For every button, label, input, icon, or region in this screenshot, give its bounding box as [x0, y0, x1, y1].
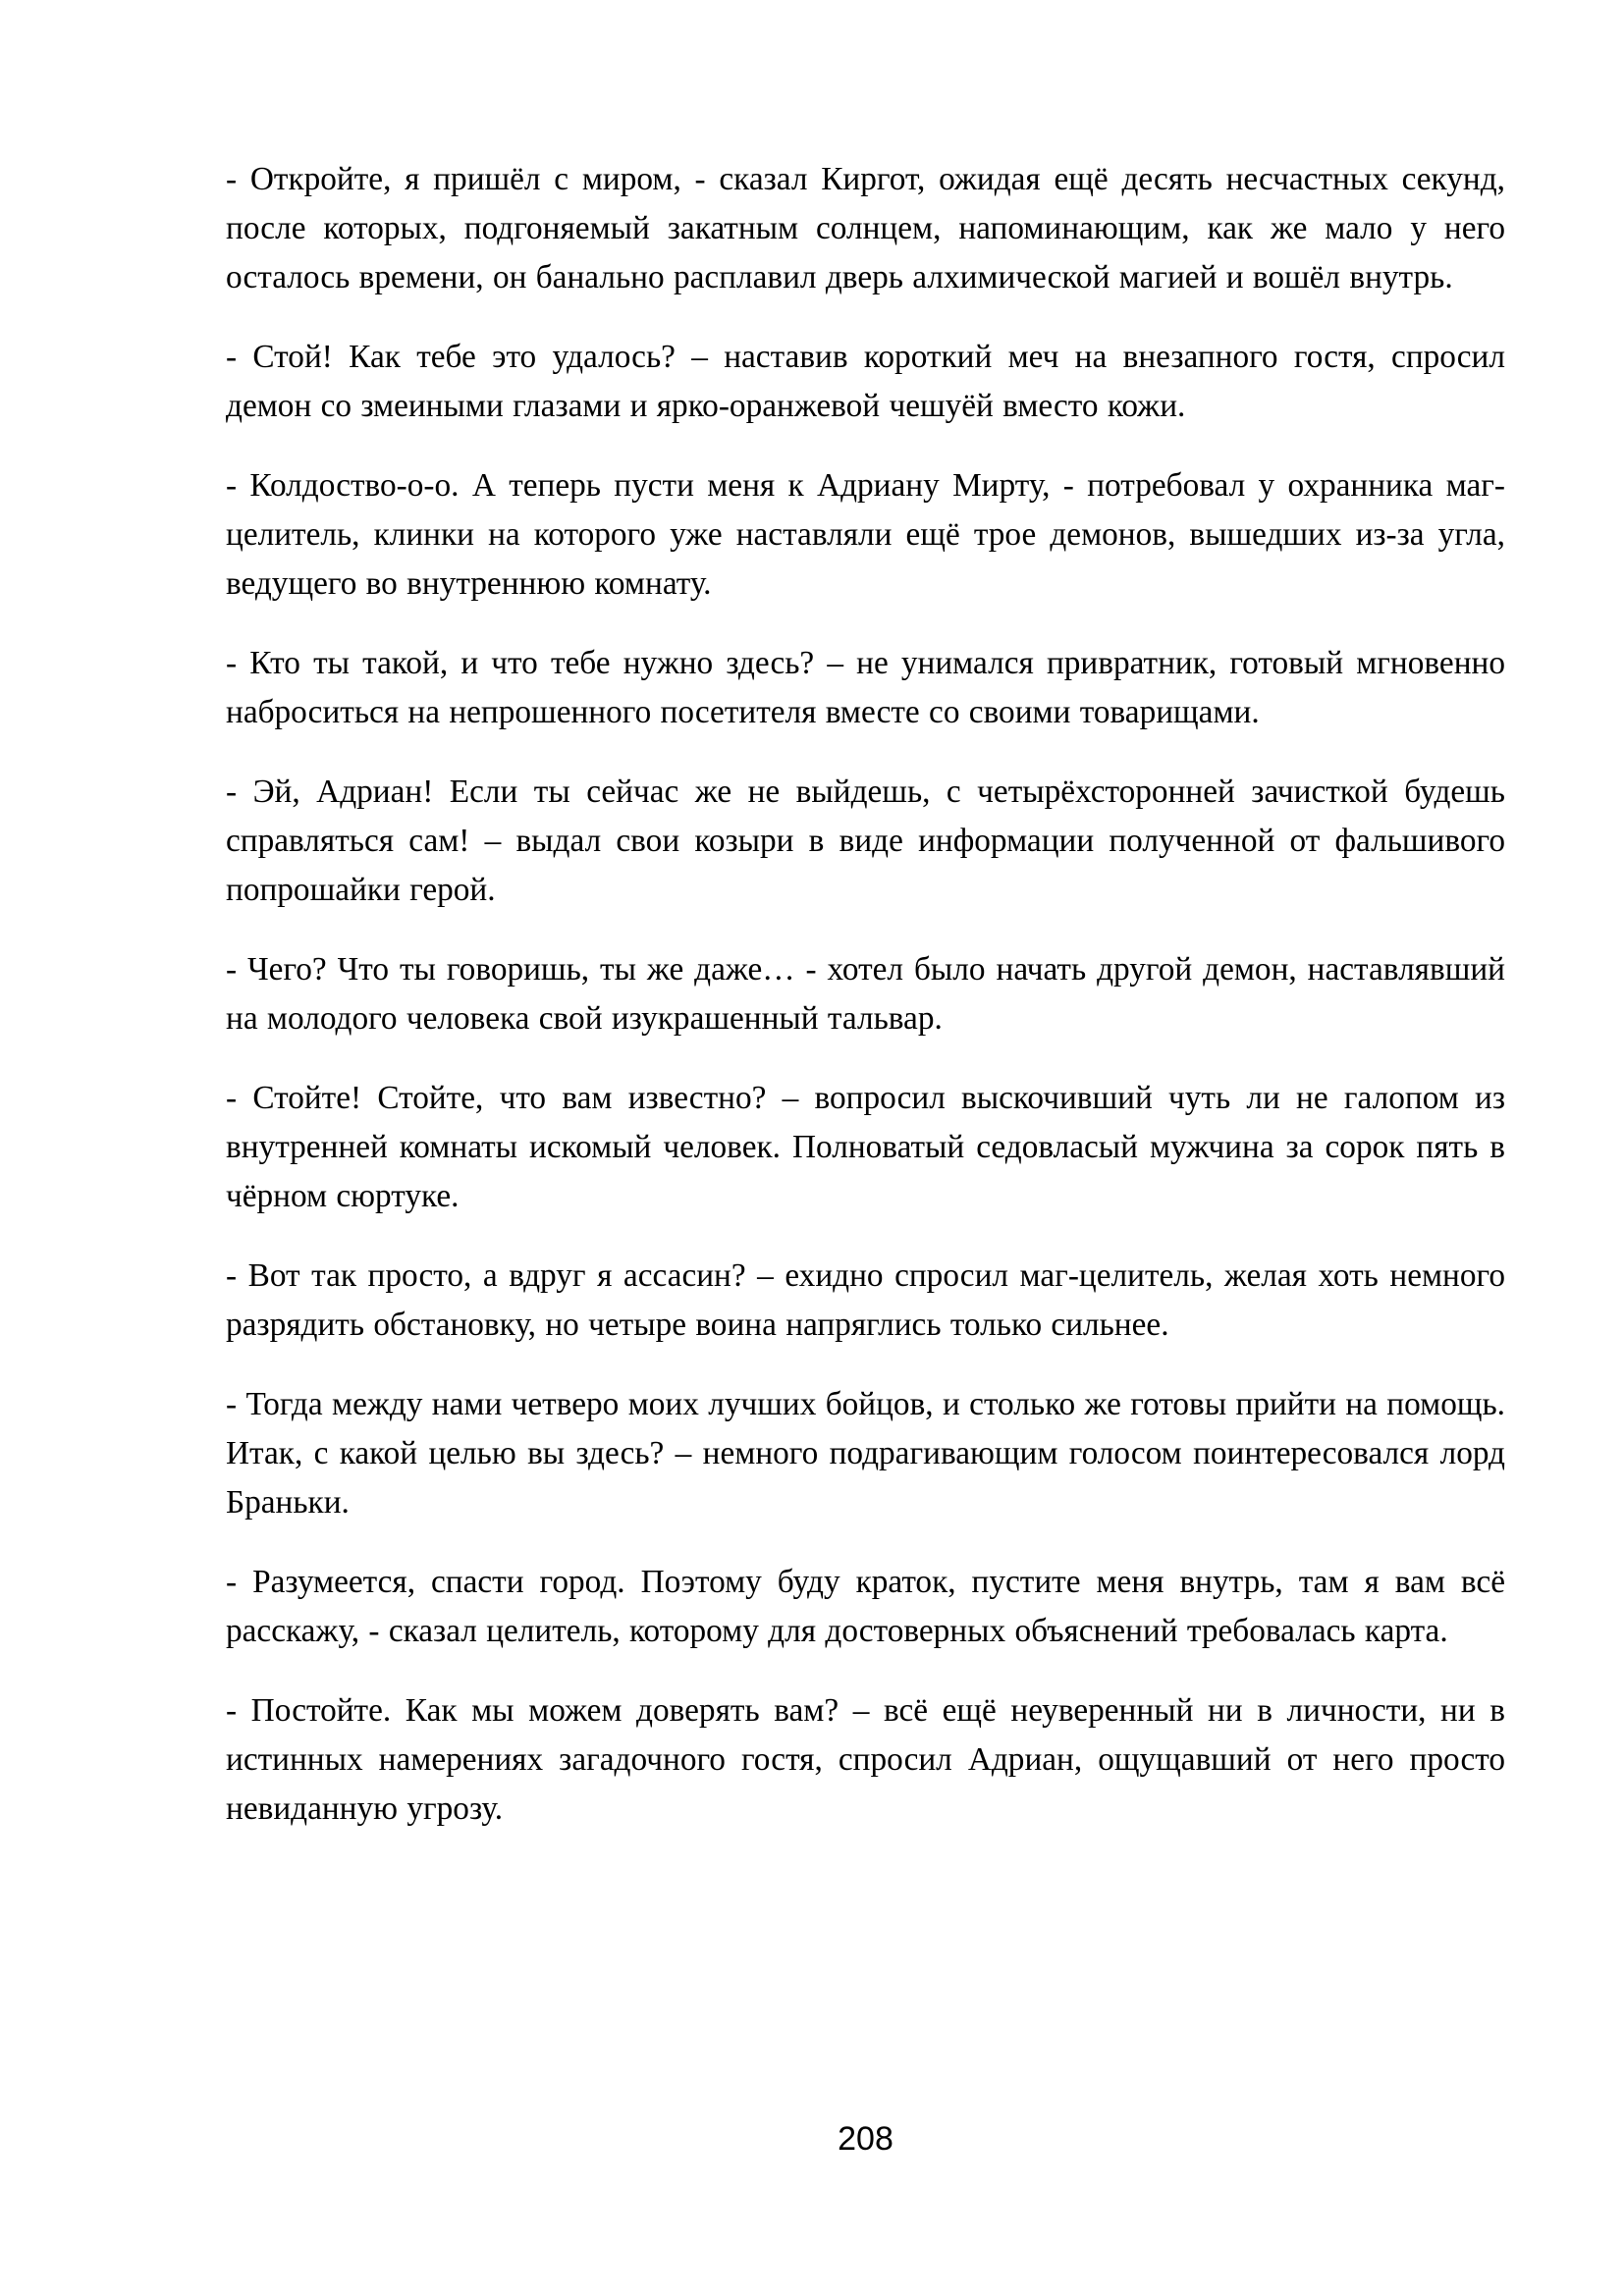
text-block — [226, 155, 1505, 1864]
paragraph: - Постойте. Как мы можем доверять вам? – всё ещё неуверенный ни в личности, ни в истинных намерениях загадочного гостя, спросил Адриан, ощущавший от него просто невиданную угрозу. — [226, 1692, 1505, 1827]
paragraph: - Стойте! Стойте, что вам известно? – вопросил выскочивший чуть ли не галопом из внутренней комнаты искомый человек. Полноватый седовласый мужчина за сорок пять в чёрном сюртуке. — [226, 1080, 1505, 1214]
paragraph: - Колдоство-о-о. А теперь пусти меня к Адриану Мирту, - потребовал у охранника маг-целитель, клинки на которого уже наставляли ещё трое демонов, вышедших из-за угла, ведущего во внутреннюю комнату. — [226, 467, 1505, 602]
page-footer — [226, 2120, 1505, 2158]
paragraph: - Кто ты такой, и что тебе нужно здесь? – не унимался привратник, готовый мгновенно наброситься на непрошенного посетителя вместе со своими товарищами. — [226, 645, 1505, 730]
paragraph: - Вот так просто, а вдруг я ассасин? – ехидно спросил маг-целитель, желая хоть немного разрядить обстановку, но четыре воина напряглись только сильнее. — [226, 1257, 1505, 1343]
paragraph: - Чего? Что ты говоришь, ты же даже… - хотел было начать другой демон, наставлявший на молодого человека свой изукрашенный тальвар. — [226, 951, 1505, 1037]
page-number: 208 — [838, 2120, 893, 2158]
paragraph: - Разумеется, спасти город. Поэтому буду краток, пустите меня внутрь, там я вам всё расскажу, - сказал целитель, которому для достоверных объяснений требовалась карта. — [226, 1564, 1505, 1649]
paragraph: - Тогда между нами четверо моих лучших бойцов, и столько же готовы прийти на помощь. Итак, с какой целью вы здесь? – немного подрагивающим голосом поинтересовался лорд Браньки. — [226, 1386, 1505, 1521]
paragraph: - Стой! Как тебе это удалось? – наставив короткий меч на внезапного гостя, спросил демон со змеиными глазами и ярко-оранжевой чешуёй вместо кожи. — [226, 339, 1505, 424]
paragraph: - Откройте, я пришёл с миром, - сказал Киргот, ожидая ещё десять несчастных секунд, после которых, подгоняемый закатным солнцем, напоминающим, как же мало у него осталось времени, он банально расплавил дверь алхимической магией и вошёл внутрь. — [226, 161, 1505, 295]
paragraph: - Эй, Адриан! Если ты сейчас же не выйдешь, с четырёхсторонней зачисткой будешь справляться сам! – выдал свои козыри в виде информации полученной от фальшивого попрошайки герой. — [226, 774, 1505, 908]
